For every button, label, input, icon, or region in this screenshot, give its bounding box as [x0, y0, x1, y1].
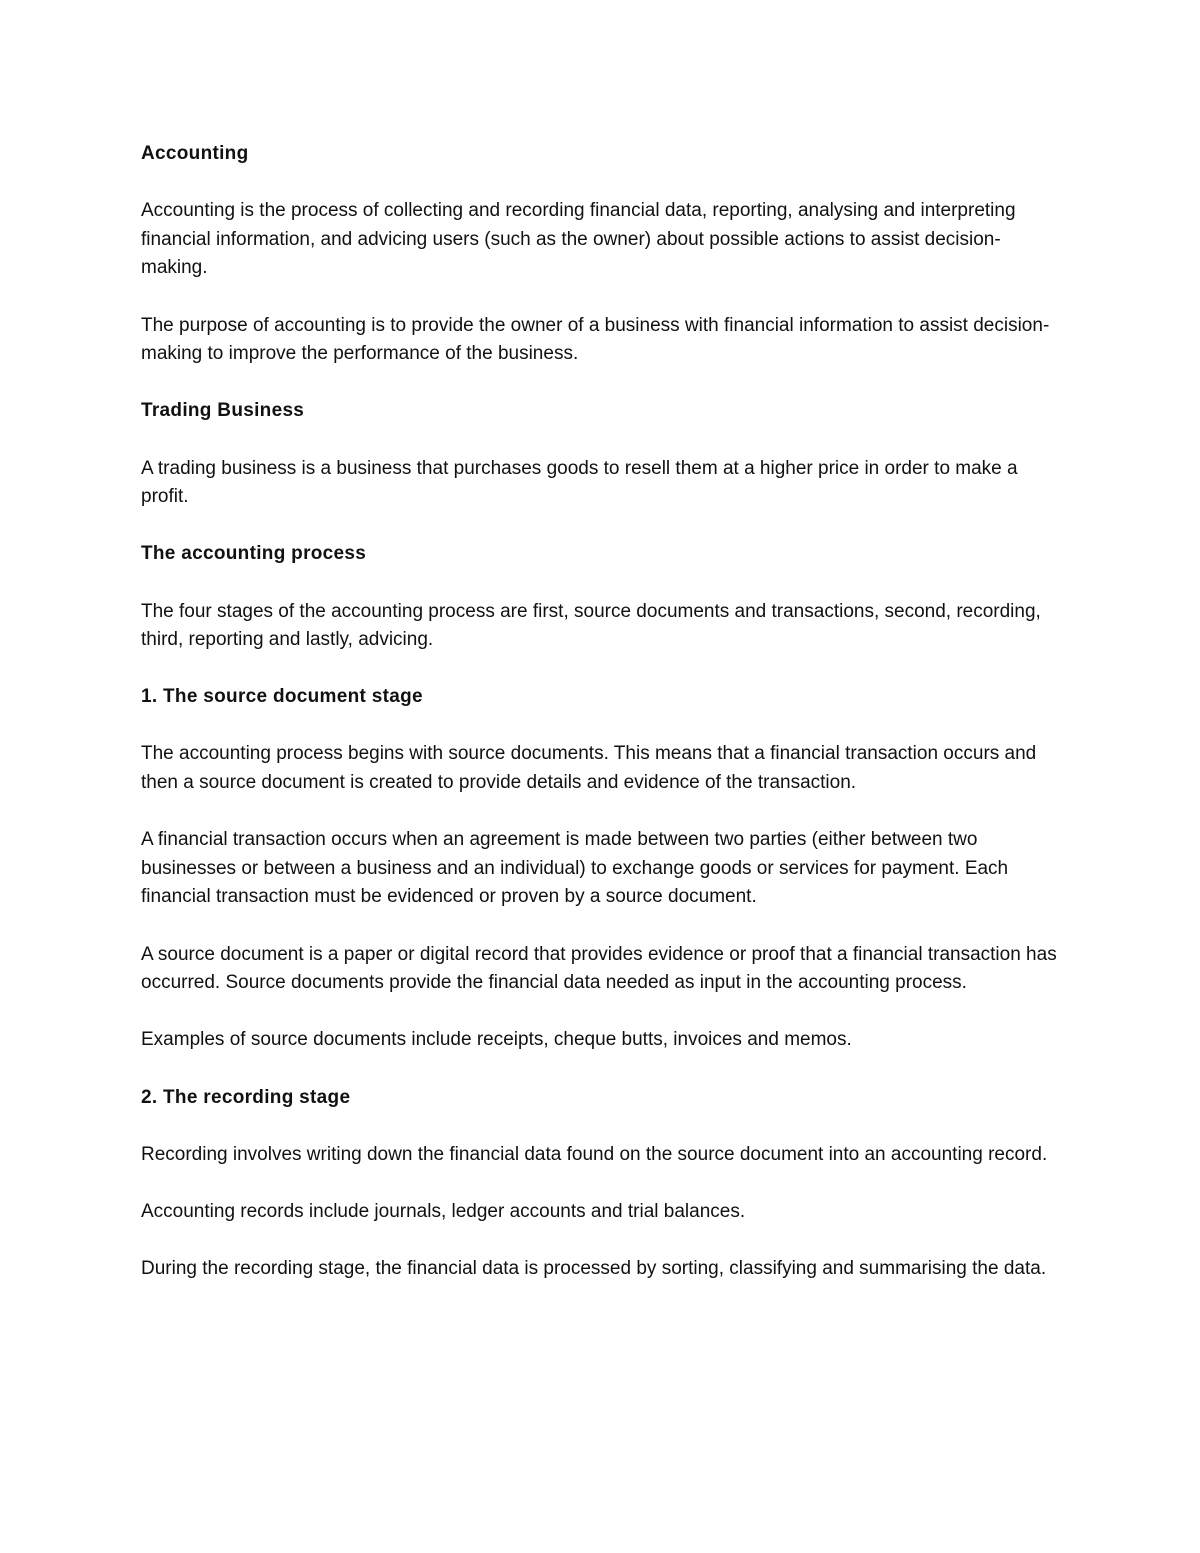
paragraph-recording-definition: Recording involves writing down the financial data found on the source document into an accounting record.	[141, 1143, 1048, 1165]
paragraph-accounting-purpose: The purpose of accounting is to provide the owner of a business with financial information to assist decision-making to improve the performance of the business.	[141, 314, 1050, 365]
heading-accounting: Accounting	[141, 143, 249, 164]
paragraph-recording-processing: During the recording stage, the financial data is processed by sorting, classifying and summarising the data.	[141, 1258, 1047, 1280]
paragraph-financial-transaction: A financial transaction occurs when an agreement is made between two parties (either between two businesses or between a business and an individual) to exchange goods or services for payment. Each financial transaction must be evidenced or proven by a source document.	[141, 829, 1009, 908]
paragraph-source-documents-begin: The accounting process begins with source documents. This means that a financial transaction occurs and then a source document is created to provide details and evidence of the transaction.	[141, 743, 1037, 794]
paragraph-trading-business: A trading business is a business that purchases goods to resell them at a higher price in order to make a profit.	[141, 457, 1018, 508]
heading-recording-stage: 2. The recording stage	[141, 1086, 351, 1108]
paragraph-four-stages: The four stages of the accounting process are first, source documents and transactions, second, recording, third, reporting and lastly, advicing.	[141, 600, 1041, 651]
paragraph-accounting-definition: Accounting is the process of collecting and recording financial data, reporting, analysing and interpreting financial information, and advicing users (such as the owner) about possible actions to assist decision-making.	[141, 200, 1016, 279]
paragraph-accounting-records: Accounting records include journals, ledger accounts and trial balances.	[141, 1200, 746, 1222]
heading-source-document-stage: 1. The source document stage	[141, 686, 423, 708]
heading-accounting-process: The accounting process	[141, 543, 367, 565]
paragraph-source-document-examples: Examples of source documents include receipts, cheque butts, invoices and memos.	[141, 1029, 852, 1051]
paragraph-source-document-definition: A source document is a paper or digital record that provides evidence or proof that a financial transaction has occurred. Source documents provide the financial data needed as input in the accounting process.	[141, 943, 1057, 994]
document-body	[141, 140, 1061, 1312]
heading-trading-business: Trading Business	[141, 400, 305, 422]
